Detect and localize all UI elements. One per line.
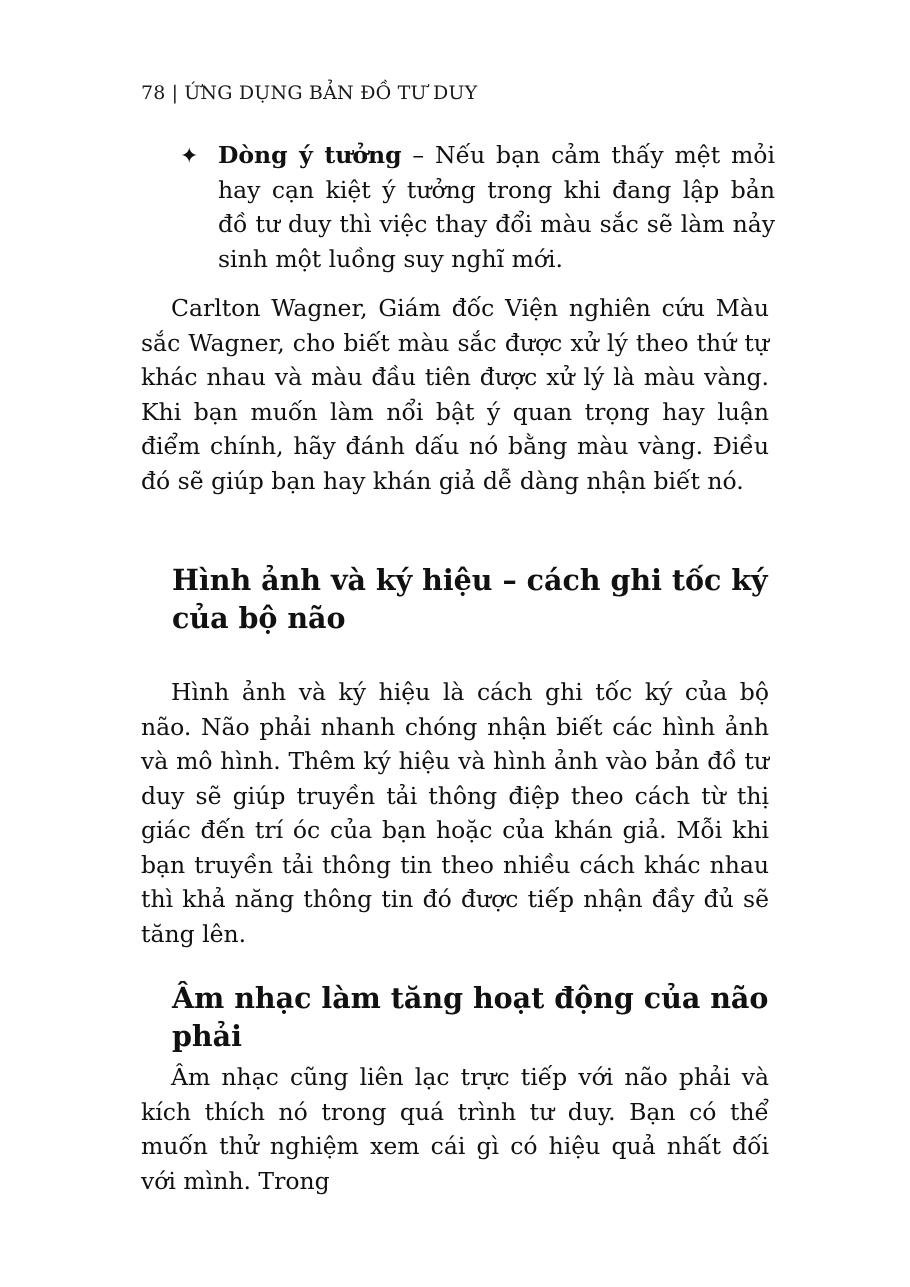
bullet-item-idea-flow [180,138,775,276]
paragraph-music: Âm nhạc cũng liên lạc trực tiếp với não phải và kích thích nó trong quá trình tư duy. Bạn có thể muốn thử nghiệm xem cái gì có hiệu quả nhất đối với mình. Trong [141,1063,769,1195]
running-header [141,82,477,104]
bullet-term: Dòng ý tưởng [218,141,402,169]
paragraph-color-yellow: Carlton Wagner, Giám đốc Viện nghiên cứu Màu sắc Wagner, cho biết màu sắc được xử lý theo thứ tự khác nhau và màu đầu tiên được xử lý là màu vàng. Khi bạn muốn làm nổi bật ý quan trọng hay luận điểm chính, hãy đánh dấu nó bằng màu vàng. Điều đó sẽ giúp bạn hay khán giả dễ dàng nhận biết nó. [141,294,769,495]
section-heading-music: Âm nhạc làm tăng hoạt động của não phải [172,981,769,1053]
page-number: 78 [141,82,166,104]
header-separator: | [171,82,179,104]
running-title: ỨNG DỤNG BẢN ĐỒ TƯ DUY [184,82,478,104]
four-point-star-bullet-icon: ✦ [180,144,199,169]
bullet-description: – Nếu bạn cảm thấy mệt mỏi hay cạn kiệt ý tưởng trong khi đang lập bản đồ tư duy thì việc thay đổi màu sắc sẽ làm nảy sinh một luồng suy nghĩ mới. [218,141,775,273]
bullet-text [218,138,775,276]
section-heading-images-symbols: Hình ảnh và ký hiệu – cách ghi tốc ký của bộ não [172,563,768,635]
paragraph-images-symbols: Hình ảnh và ký hiệu là cách ghi tốc ký của bộ não. Não phải nhanh chóng nhận biết các hình ảnh và mô hình. Thêm ký hiệu và hình ảnh vào bản đồ tư duy sẽ giúp truyền tải thông điệp theo cách từ thị giác đến trí óc của bạn hoặc của khán giả. Mỗi khi bạn truyền tải thông tin theo nhiều cách khác nhau thì khả năng thông tin đó được tiếp nhận đầy đủ sẽ tăng lên. [141,678,769,948]
